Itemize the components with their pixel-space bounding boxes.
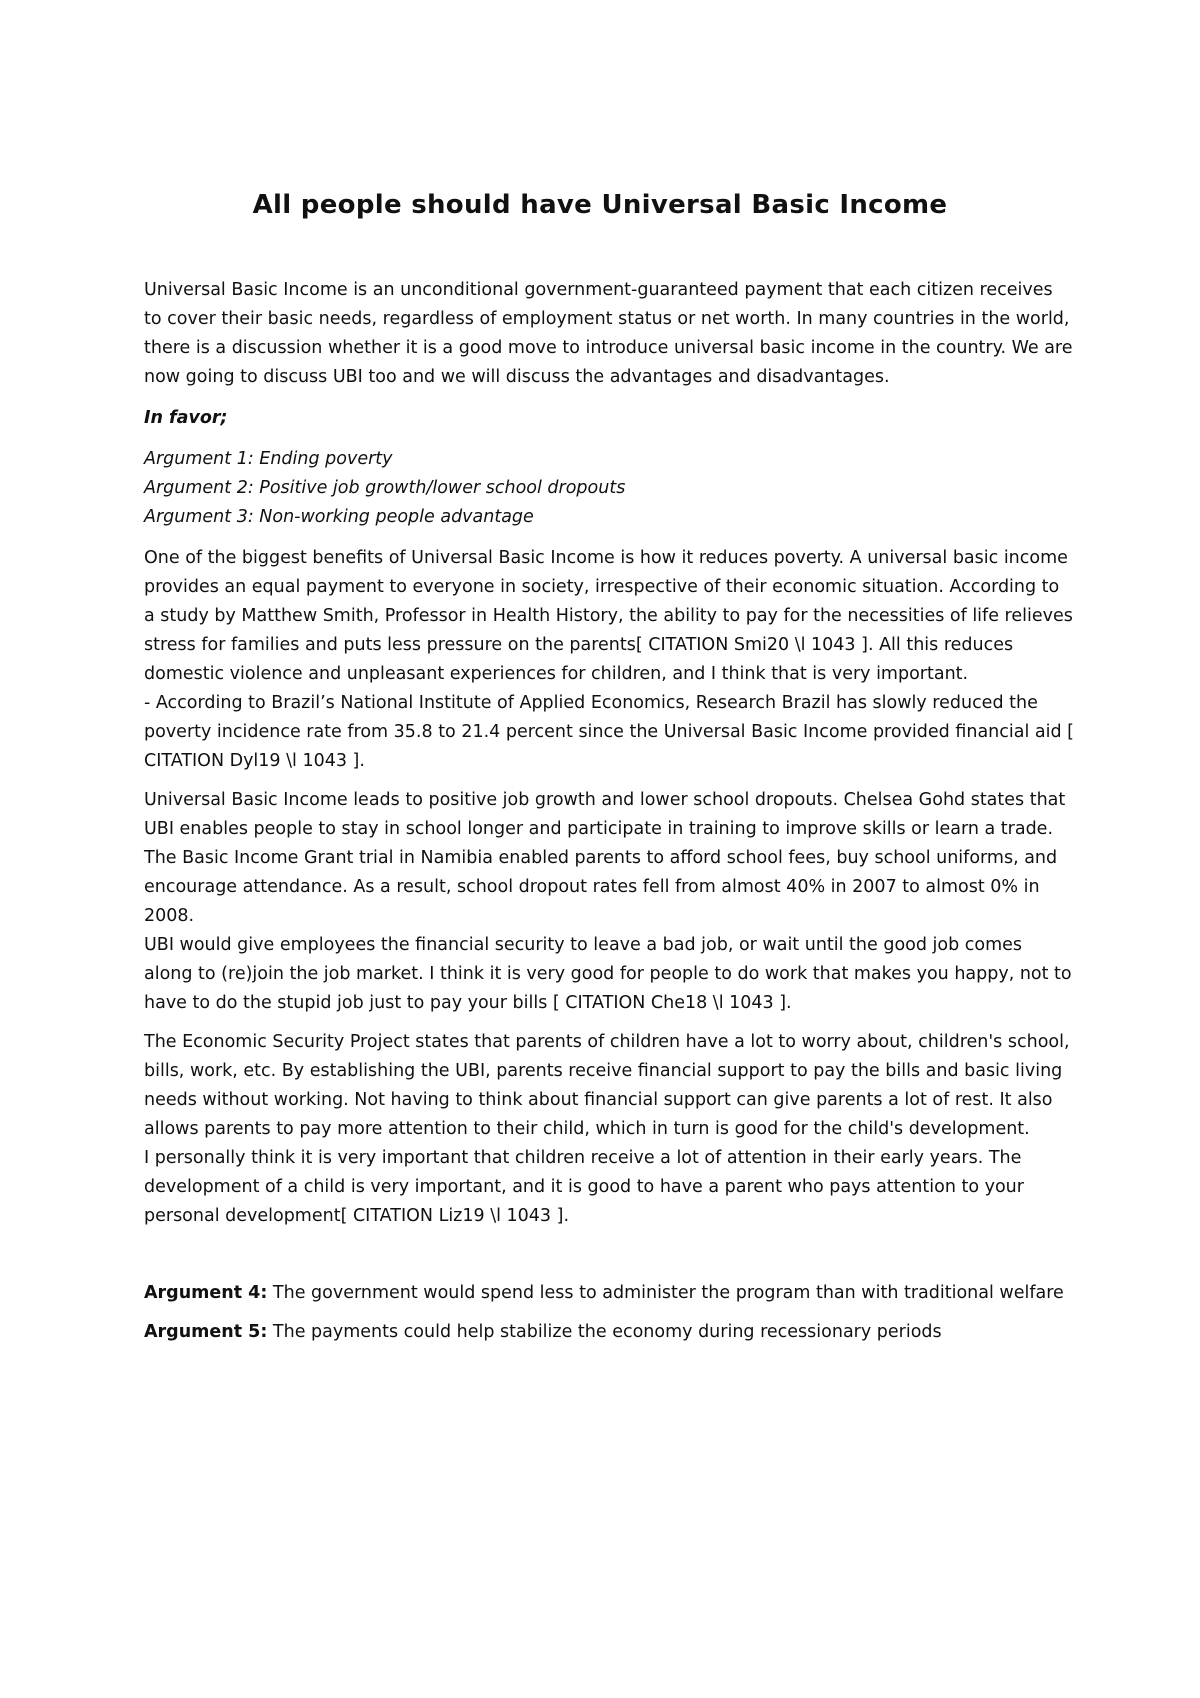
arguments-list	[144, 445, 1074, 532]
argument-list-item: Argument 1: Ending poverty	[144, 449, 393, 469]
argument-5-label: Argument 5:	[144, 1322, 268, 1342]
in-favor-heading: In favor;	[144, 408, 228, 428]
document-body	[144, 276, 1074, 1347]
intro-paragraph: Universal Basic Income is an unconditional government-guaranteed payment that each citizen receives to cover their basic needs, regardless of employment status or net worth. In many countries in the world, there is a discussion whether it is a good move to introduce universal basic income in the country. We are now going to discuss UBI too and we will discuss the advantages and disadvantages.	[144, 280, 1073, 387]
argument-4-paragraph	[144, 1279, 1074, 1308]
argument-4-label: Argument 4:	[144, 1283, 268, 1303]
argument-4-text: The government would spend less to administer the program than with traditional welfare	[267, 1283, 1064, 1303]
parents-paragraph: The Economic Security Project states that parents of children have a lot to worry about, children's school, bills, work, etc. By establishing the UBI, parents receive financial support to pay the bills and basic living needs without working. Not having to think about financial support can give parents a lot of rest. It also allows parents to pay more attention to their child, which in turn is good for the child's development.	[144, 1032, 1070, 1139]
poverty-paragraph: One of the biggest benefits of Universal Basic Income is how it reduces poverty. A universal basic income provides an equal payment to everyone in society, irrespective of their economic situation. According to a study by Matthew Smith, Professor in Health History, the ability to pay for the necessities of life relieves stress for families and puts less pressure on the parents[ CITATION Smi20 \l 1043 ]. All this reduces domestic violence and unpleasant experiences for children, and I think that is very important.	[144, 548, 1073, 684]
child-attention-paragraph: I personally think it is very important that children receive a lot of attention in their early years. The development of a child is very important, and it is good to have a parent who pays attention to your personal development[ CITATION Liz19 \l 1043 ].	[144, 1148, 1024, 1226]
financial-security-paragraph: UBI would give employees the financial security to leave a bad job, or wait until the good job comes along to (re)join the job market. I think it is very good for people to do work that makes you happy, not to have to do the stupid job just to pay your bills [ CITATION Che18 \l 1043 ].	[144, 935, 1072, 1013]
argument-5-paragraph	[144, 1318, 1074, 1347]
argument-list-item: Argument 3: Non-working people advantage	[144, 507, 534, 527]
document-title: All people should have Universal Basic Income	[252, 190, 948, 220]
brazil-paragraph: - According to Brazil’s National Institute of Applied Economics, Research Brazil has slowly reduced the poverty incidence rate from 35.8 to 21.4 percent since the Universal Basic Income provided financial aid [ CITATION Dyl19 \l 1043 ].	[144, 693, 1074, 771]
argument-5-text: The payments could help stabilize the economy during recessionary periods	[267, 1322, 942, 1342]
job-growth-paragraph: Universal Basic Income leads to positive job growth and lower school dropouts. Chelsea Gohd states that UBI enables people to stay in school longer and participate in training to improve skills or learn a trade. The Basic Income Grant trial in Namibia enabled parents to afford school fees, buy school uniforms, and encourage attendance. As a result, school dropout rates fell from almost 40% in 2007 to almost 0% in 2008.	[144, 790, 1066, 926]
argument-list-item: Argument 2: Positive job growth/lower school dropouts	[144, 478, 626, 498]
